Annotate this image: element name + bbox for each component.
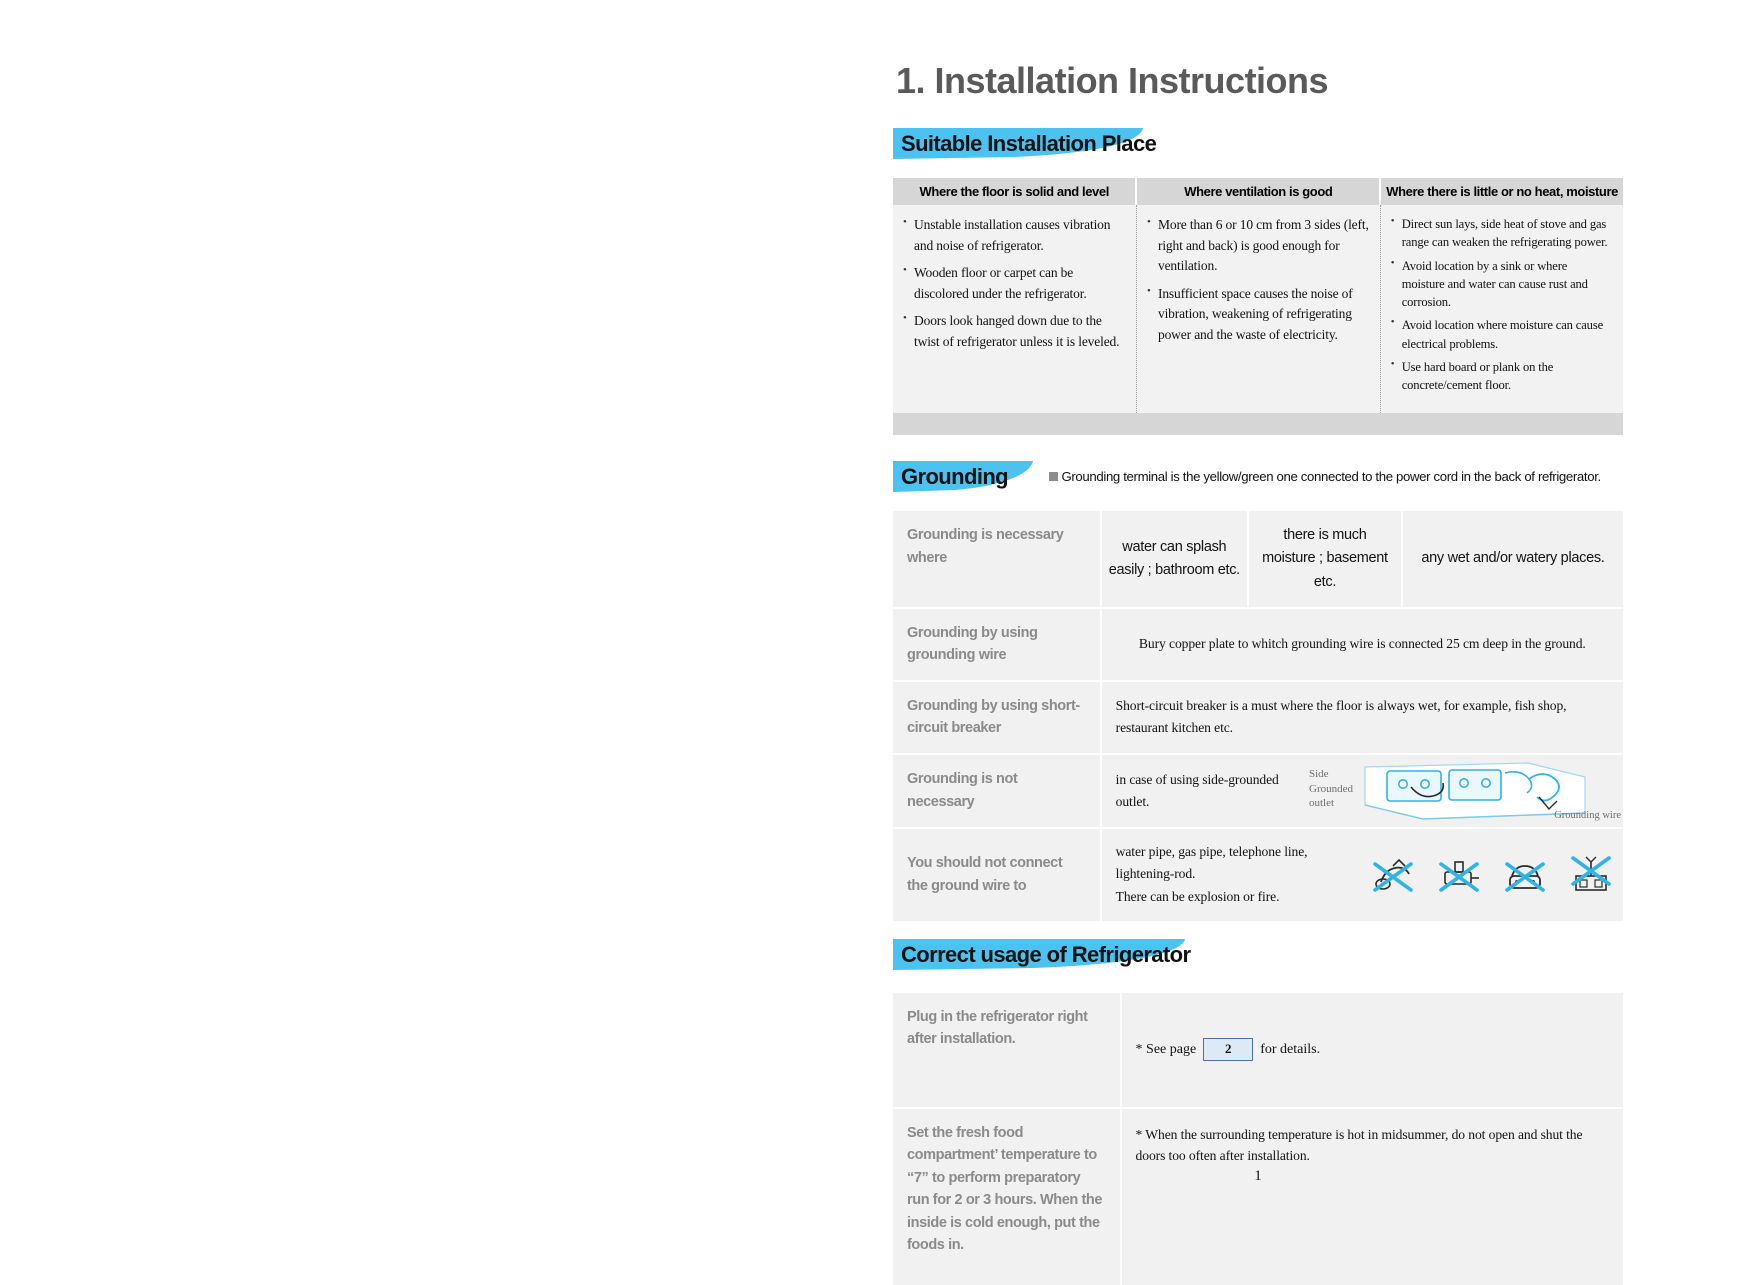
table-row (893, 511, 1623, 608)
table-row (893, 1108, 1623, 1285)
col-header-ventilation: Where ventilation is good (1136, 178, 1380, 205)
line: water pipe, gas pipe, telephone line, (1115, 844, 1308, 860)
row-label-grounding-wire: Grounding by using grounding wire (893, 608, 1101, 681)
gas-pipe-forbidden-icon (1435, 852, 1483, 898)
section-title-grounding: Grounding (901, 464, 1009, 490)
do-not-connect-lines (1102, 841, 1315, 908)
cell-floor (893, 205, 1136, 413)
section-header-correct-usage (893, 939, 1623, 973)
table-row (893, 608, 1623, 681)
table-header-row (893, 178, 1623, 205)
line: lightening-rod. (1115, 866, 1196, 882)
see-page-prefix: * See page (1135, 1041, 1197, 1057)
list-item: • Avoid location by a sink or where moisture and water can cause rust and corrosion. (1391, 257, 1613, 312)
cell-grounding-wire-text: Bury copper plate to whitch grounding wire is connected 25 cm deep in the ground. (1101, 608, 1623, 681)
cell-much-moisture: there is much moisture ; basement etc. (1248, 511, 1402, 608)
row-label-set-temperature: Set the fresh food compartment’ temperature to “7” to perform preparatory run for 2 or 3 hours. When the inside is cold enough, put the foods in. (893, 1108, 1121, 1285)
list-item: • Unstable installation causes vibration and noise of refrigerator. (903, 215, 1126, 256)
table-row (893, 993, 1623, 1108)
grounding-note (1049, 461, 1600, 492)
section-header-suitable-installation-place (893, 128, 1623, 162)
cell-ventilation (1136, 205, 1380, 413)
cell-side-grounded-outlet (1101, 754, 1623, 828)
page-title: 1. Installation Instructions (896, 60, 1329, 101)
list-item: • Direct sun lays, side heat of stove and gas range can weaken the refrigerating power. (1391, 215, 1613, 252)
page-reference (1136, 1038, 1321, 1061)
row-label-short-circuit-breaker: Grounding by using short-circuit breaker (893, 681, 1101, 754)
col-header-heat-moisture: Where there is little or no heat, moisture (1380, 178, 1623, 205)
illustration-label-side-grounded-outlet: Side Grounded outlet (1309, 767, 1353, 810)
table-row (893, 828, 1623, 921)
cell-water-splash: water can splash easily ; bathroom etc. (1101, 511, 1248, 608)
page-number-box[interactable]: 2 (1203, 1038, 1253, 1061)
see-page-suffix: for details. (1260, 1041, 1321, 1057)
forbidden-connection-illustrations (1315, 852, 1623, 898)
grounding-note-text: Grounding terminal is the yellow/green one connected to the power cord in the back of refrigerator. (1061, 469, 1601, 485)
filled-square-icon (1049, 472, 1058, 481)
col-header-floor: Where the floor is solid and level (893, 178, 1136, 205)
water-tap-forbidden-icon (1369, 852, 1417, 898)
bullet-list-ventilation (1147, 215, 1370, 345)
grounding-table (893, 511, 1623, 920)
cell-short-circuit-text: Short-circuit breaker is a must where the floor is always wet, for example, fish shop, restaurant kitchen etc. (1101, 681, 1623, 754)
bullet-list-heat-moisture (1391, 215, 1613, 394)
page-folio: 1 (1254, 1168, 1262, 1184)
section-header-grounding (893, 461, 1623, 495)
list-item: • Insufficient space causes the noise of vibration, weakening of refrigerating power and the waste of electricity. (1147, 284, 1370, 346)
cell-heat-moisture (1380, 205, 1623, 413)
list-item: • More than 6 or 10 cm from 3 sides (left, right and back) is good enough for ventilation. (1147, 215, 1370, 277)
row-label-do-not-connect: You should not connect the ground wire to (893, 828, 1101, 921)
cell-wet-watery: any wet and/or watery places. (1402, 511, 1623, 608)
bullet-list-floor (903, 215, 1126, 352)
list-item: • Avoid location where moisture can cause electrical problems. (1391, 316, 1613, 353)
list-item: • Wooden floor or carpet can be discolored under the refrigerator. (903, 263, 1126, 304)
side-grounded-outlet-illustration (1303, 755, 1623, 827)
row-label-plug-in: Plug in the refrigerator right after installation. (893, 993, 1121, 1108)
correct-usage-table (893, 993, 1623, 1285)
cell-midsummer-note: * When the surrounding temperature is hot in midsummer, do not open and shut the doors too often after installation. (1121, 1108, 1623, 1285)
list-item: • Use hard board or plank on the concrete/cement floor. (1391, 358, 1613, 395)
lightning-rod-forbidden-icon (1567, 852, 1615, 898)
side-grounded-text: in case of using side-grounded outlet. (1115, 771, 1279, 809)
cell-do-not-connect (1101, 828, 1623, 921)
illustration-label-grounding-wire: Grounding wire (1554, 809, 1621, 821)
table-row (893, 754, 1623, 828)
table-row (893, 205, 1623, 413)
section-title-suitable: Suitable Installation Place (901, 131, 1157, 156)
list-item: • Doors look hanged down due to the twist of refrigerator unless it is leveled. (903, 311, 1126, 352)
table-row (893, 681, 1623, 754)
row-label-not-necessary: Grounding is not necessary (893, 754, 1101, 828)
cell-see-page-ref (1121, 993, 1623, 1108)
page-content (893, 60, 1623, 1285)
footer-band-cell (893, 413, 1623, 435)
telephone-forbidden-icon (1501, 852, 1549, 898)
table-footer-band (893, 413, 1623, 435)
line: There can be explosion or fire. (1115, 888, 1280, 904)
row-label-grounding-necessary: Grounding is necessary where (893, 511, 1101, 608)
section-title-correct-usage: Correct usage of Refrigerator (901, 941, 1191, 967)
suitable-installation-table (893, 178, 1623, 435)
